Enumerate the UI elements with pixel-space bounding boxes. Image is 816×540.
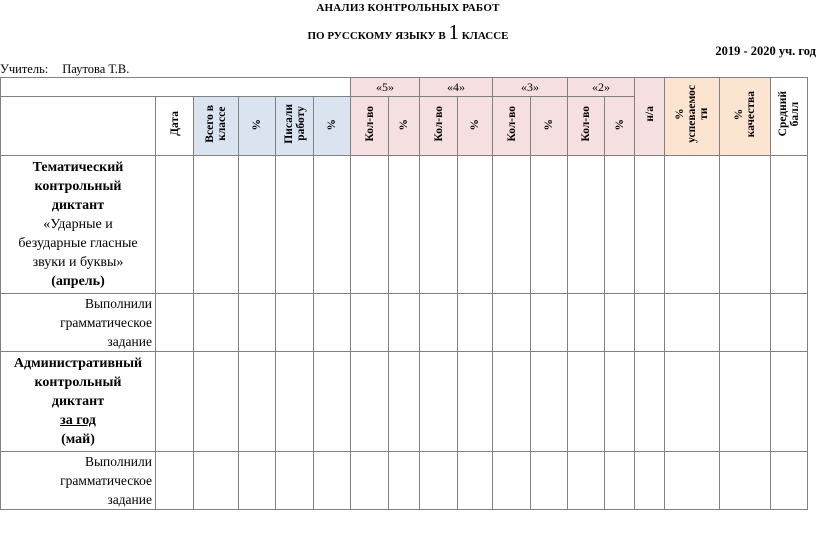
teacher-name: Паутова Т.В. <box>62 62 130 76</box>
table-cell[interactable] <box>420 452 458 510</box>
table-row <box>1 294 808 352</box>
count-4-header: Кол-во <box>420 97 458 156</box>
row-label-grammar-task: Выполнили грамматическое задание <box>1 294 156 352</box>
table-cell[interactable] <box>389 294 420 352</box>
table-cell[interactable] <box>531 294 568 352</box>
table-row <box>1 352 808 452</box>
grade-4-header: «4» <box>420 78 493 97</box>
count-2-header: Кол-во <box>568 97 605 156</box>
table-cell[interactable] <box>156 352 194 452</box>
table-cell[interactable] <box>351 452 389 510</box>
progress-pct-header: % успеваемос ти <box>665 78 720 156</box>
table-cell[interactable] <box>493 156 531 294</box>
table-cell[interactable] <box>389 156 420 294</box>
table-cell[interactable] <box>635 156 665 294</box>
table-cell[interactable] <box>531 452 568 510</box>
table-cell[interactable] <box>493 352 531 452</box>
grade-header-row <box>1 78 808 97</box>
table-cell[interactable] <box>314 352 351 452</box>
table-cell[interactable] <box>314 452 351 510</box>
table-cell[interactable] <box>568 156 605 294</box>
table-cell[interactable] <box>635 452 665 510</box>
table-cell[interactable] <box>194 156 239 294</box>
wrote-header: Писали работу <box>276 97 314 156</box>
table-cell[interactable] <box>420 294 458 352</box>
pct-2-header: % <box>605 97 635 156</box>
table-cell[interactable] <box>531 352 568 452</box>
table-cell[interactable] <box>458 156 493 294</box>
table-cell[interactable] <box>351 352 389 452</box>
table-cell[interactable] <box>605 156 635 294</box>
table-cell[interactable] <box>531 156 568 294</box>
grade-3-header: «3» <box>493 78 568 97</box>
table-cell[interactable] <box>665 156 720 294</box>
grade-number: 1 <box>448 20 459 44</box>
topic-header <box>1 97 156 156</box>
count-3-header: Кол-во <box>493 97 531 156</box>
table-cell[interactable] <box>194 352 239 452</box>
table-cell[interactable] <box>351 294 389 352</box>
table-cell[interactable] <box>239 452 276 510</box>
grade-5-header: «5» <box>351 78 420 97</box>
date-header: Дата <box>156 97 194 156</box>
table-cell[interactable] <box>276 352 314 452</box>
table-cell[interactable] <box>605 352 635 452</box>
table-cell[interactable] <box>239 294 276 352</box>
table-cell[interactable] <box>276 452 314 510</box>
total-pct-header: % <box>239 97 276 156</box>
grade-2-header: «2» <box>568 78 635 97</box>
subtitle-suffix: КЛАССЕ <box>458 30 509 42</box>
row-label-thematic: Тематический контрольный диктант «Ударные и безударные гласные звуки и буквы» (апрель) <box>1 156 156 294</box>
subtitle-prefix: ПО РУССКОМУ ЯЗЫКУ В <box>307 30 449 42</box>
table-cell[interactable] <box>420 156 458 294</box>
table-cell[interactable] <box>389 452 420 510</box>
table-cell[interactable] <box>665 452 720 510</box>
table-cell[interactable] <box>635 352 665 452</box>
table-cell[interactable] <box>605 452 635 510</box>
table-cell[interactable] <box>276 294 314 352</box>
wrote-pct-header: % <box>314 97 351 156</box>
table-cell[interactable] <box>156 294 194 352</box>
table-row <box>1 156 808 294</box>
table-cell[interactable] <box>771 452 808 510</box>
avg-score-header: Средний балл <box>771 78 808 156</box>
table-cell[interactable] <box>156 156 194 294</box>
header-blank <box>1 78 351 97</box>
absent-header: н/а <box>635 78 665 156</box>
pct-5-header: % <box>389 97 420 156</box>
table-cell[interactable] <box>720 294 771 352</box>
table-cell[interactable] <box>665 352 720 452</box>
table-cell[interactable] <box>568 294 605 352</box>
table-cell[interactable] <box>771 294 808 352</box>
table-cell[interactable] <box>194 452 239 510</box>
pct-3-header: % <box>531 97 568 156</box>
table-cell[interactable] <box>771 352 808 452</box>
total-header: Всего в классе <box>194 97 239 156</box>
table-cell[interactable] <box>458 294 493 352</box>
table-cell[interactable] <box>665 294 720 352</box>
quality-pct-header: % качества <box>720 78 771 156</box>
analysis-table <box>0 77 808 510</box>
table-cell[interactable] <box>194 294 239 352</box>
table-cell[interactable] <box>239 352 276 452</box>
school-year: 2019 - 2020 уч. год <box>715 44 816 58</box>
table-cell[interactable] <box>568 452 605 510</box>
pct-4-header: % <box>458 97 493 156</box>
table-cell[interactable] <box>720 452 771 510</box>
table-cell[interactable] <box>458 452 493 510</box>
table-cell[interactable] <box>314 156 351 294</box>
table-cell[interactable] <box>720 352 771 452</box>
table-row <box>1 452 808 510</box>
teacher-line <box>0 62 129 77</box>
table-cell[interactable] <box>720 156 771 294</box>
table-cell[interactable] <box>493 452 531 510</box>
table-cell[interactable] <box>771 156 808 294</box>
row-label-administrative: Административный контрольный диктант за год (май) <box>1 352 156 452</box>
count-5-header: Кол-во <box>351 97 389 156</box>
table-cell[interactable] <box>389 352 420 452</box>
document-title: АНАЛИЗ КОНТРОЛЬНЫХ РАБОТ <box>316 2 500 14</box>
document-subtitle <box>0 20 816 45</box>
table-cell[interactable] <box>635 294 665 352</box>
table-cell[interactable] <box>568 352 605 452</box>
table-cell[interactable] <box>239 156 276 294</box>
row-label-grammar-task: Выполнили грамматическое задание <box>1 452 156 510</box>
table-cell[interactable] <box>156 452 194 510</box>
table-cell[interactable] <box>351 156 389 294</box>
table-cell[interactable] <box>314 294 351 352</box>
teacher-label: Учитель: <box>0 62 49 76</box>
table-cell[interactable] <box>458 352 493 452</box>
table-cell[interactable] <box>420 352 458 452</box>
table-cell[interactable] <box>276 156 314 294</box>
table-cell[interactable] <box>605 294 635 352</box>
table-cell[interactable] <box>493 294 531 352</box>
